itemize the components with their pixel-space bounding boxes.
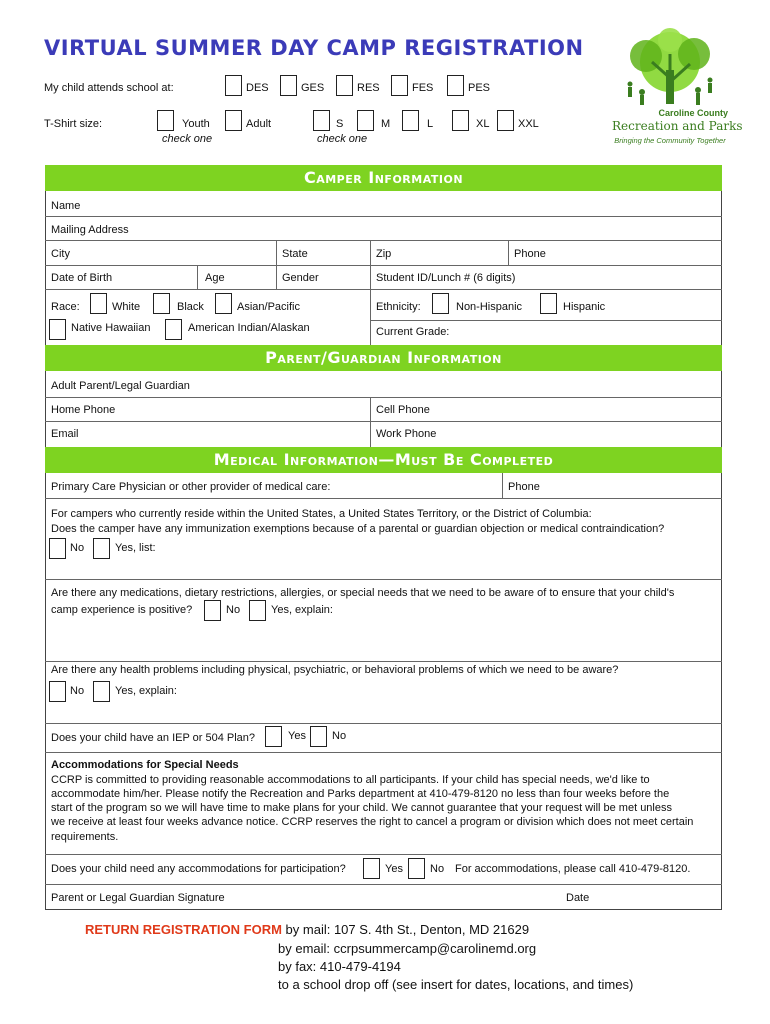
checkbox-size-l[interactable]	[402, 110, 419, 131]
checkbox-health-no[interactable]	[49, 681, 66, 702]
tshirt-option-youth: Youth	[182, 118, 210, 130]
checkbox-ethnicity-non-hispanic[interactable]	[432, 293, 449, 314]
accommodations-line3: start of the program so we will have time to make plans for your child. We cannot guarantee that your request will be met unless	[51, 802, 672, 814]
school-option-des: DES	[246, 82, 269, 94]
iep-yes-label: Yes	[288, 730, 306, 742]
current-grade-label: Current Grade:	[376, 326, 450, 338]
divider	[370, 240, 371, 345]
divider	[502, 473, 503, 498]
camper-zip-label: Zip	[376, 248, 392, 260]
camper-state-label: State	[282, 248, 308, 260]
logo-tagline: Bringing the Community Together	[614, 136, 726, 145]
size-option-m: M	[381, 118, 391, 130]
checkbox-size-xl[interactable]	[452, 110, 469, 131]
camper-dob-label: Date of Birth	[51, 272, 113, 284]
checkbox-health-yes[interactable]	[93, 681, 110, 702]
divider	[45, 240, 722, 241]
camper-mailing-label: Mailing Address	[51, 224, 129, 236]
size-option-s: S	[336, 118, 344, 130]
logo-line1: Caroline County	[658, 108, 728, 118]
checkbox-accommodations-yes[interactable]	[363, 858, 380, 879]
signature-label: Parent or Legal Guardian Signature	[51, 892, 225, 904]
checkbox-accommodations-no[interactable]	[408, 858, 425, 879]
divider	[45, 579, 722, 580]
camper-info-header: Camper Information	[45, 165, 722, 191]
accommodations-line1: CCRP is committed to providing reasonable accommodations to all participants. If your child has special needs, we'd like to	[51, 774, 650, 786]
school-option-res: RES	[357, 82, 380, 94]
health-no-label: No	[70, 685, 85, 697]
email-label: Email	[51, 428, 79, 440]
accommodations-no-label: No	[430, 863, 445, 875]
iep-no-label: No	[332, 730, 347, 742]
divider	[45, 265, 722, 266]
return-label: RETURN REGISTRATION FORM	[85, 922, 282, 937]
checkbox-race-american-indian[interactable]	[165, 319, 182, 340]
divider	[45, 421, 722, 422]
race-option-black: Black	[177, 301, 204, 313]
checkbox-school-res[interactable]	[336, 75, 353, 96]
tshirt-size-hint: check one	[317, 133, 368, 145]
divider	[45, 216, 722, 217]
school-option-pes: PES	[468, 82, 491, 94]
race-option-asian: Asian/Pacific	[237, 301, 300, 313]
work-phone-label: Work Phone	[376, 428, 437, 440]
camper-gender-label: Gender	[282, 272, 319, 284]
physician-label: Primary Care Physician or other provider of medical care:	[51, 481, 331, 493]
race-option-american-indian: American Indian/Alaskan	[188, 322, 310, 334]
caroline-county-logo	[612, 26, 743, 148]
medical-info-header: Medical Information—Must Be Completed	[45, 447, 722, 473]
checkbox-tshirt-youth[interactable]	[157, 110, 174, 131]
tshirt-option-adult: Adult	[246, 118, 272, 130]
camper-phone-label: Phone	[514, 248, 546, 260]
checkbox-school-pes[interactable]	[447, 75, 464, 96]
accommodations-line2: accommodate him/her. Please notify the Recreation and Parks department at 410-479-8120 no less than four weeks before the	[51, 788, 670, 800]
return-mail-text: by mail: 107 S. 4th St., Denton, MD 21629	[285, 922, 530, 937]
divider	[370, 397, 371, 447]
medications-no-label: No	[226, 604, 241, 616]
checkbox-medications-no[interactable]	[204, 600, 221, 621]
page-title: VIRTUAL SUMMER DAY CAMP REGISTRATION	[44, 36, 584, 60]
immunization-line2: Does the camper have any immunization exemptions because of a parental or guardian objection or medical contraindication?	[51, 523, 665, 535]
camper-city-label: City	[51, 248, 70, 260]
health-problems-question: Are there any health problems including physical, psychiatric, or behavioral problems of which we need to be aware?	[51, 664, 619, 676]
checkbox-school-fes[interactable]	[391, 75, 408, 96]
health-yes-label: Yes, explain:	[115, 685, 177, 697]
checkbox-tshirt-adult[interactable]	[225, 110, 242, 131]
checkbox-size-m[interactable]	[357, 110, 374, 131]
divider	[45, 723, 722, 724]
checkbox-size-xxl[interactable]	[497, 110, 514, 131]
race-option-native-hawaiian: Native Hawaiian	[71, 322, 151, 334]
checkbox-iep-yes[interactable]	[265, 726, 282, 747]
checkbox-race-asian[interactable]	[215, 293, 232, 314]
divider	[197, 265, 198, 289]
guardian-label: Adult Parent/Legal Guardian	[51, 380, 190, 392]
accommodations-line5: requirements.	[51, 831, 119, 843]
immunization-no-label: No	[70, 542, 85, 554]
checkbox-race-white[interactable]	[90, 293, 107, 314]
accommodations-title: Accommodations for Special Needs	[51, 759, 239, 771]
medications-yes-label: Yes, explain:	[271, 604, 333, 616]
logo-line2: Recreation and Parks	[612, 119, 743, 133]
checkbox-race-black[interactable]	[153, 293, 170, 314]
tshirt-type-hint: check one	[162, 133, 213, 145]
divider	[370, 320, 722, 321]
checkbox-iep-no[interactable]	[310, 726, 327, 747]
accommodations-line4: we receive at least four weeks advance notice. CCRP reserves the right to cancel a program or division which does not meet certain	[51, 816, 694, 828]
race-option-white: White	[112, 301, 141, 313]
divider	[45, 498, 722, 499]
divider	[276, 240, 277, 289]
size-option-l: L	[427, 118, 434, 130]
checkbox-immunization-no[interactable]	[49, 538, 66, 559]
checkbox-immunization-yes[interactable]	[93, 538, 110, 559]
checkbox-size-s[interactable]	[313, 110, 330, 131]
school-option-fes: FES	[412, 82, 434, 94]
medications-line1: Are there any medications, dietary restrictions, allergies, or special needs that we need to be aware of to ensure that your child's	[51, 587, 675, 599]
size-option-xxl: XXL	[518, 118, 539, 130]
immunization-yes-label: Yes, list:	[115, 542, 156, 554]
physician-phone-label: Phone	[508, 481, 540, 493]
immunization-line1: For campers who currently reside within the United States, a United States Territory, or the District of Columbia:	[51, 508, 592, 520]
divider	[45, 289, 722, 290]
return-mail-line	[85, 921, 529, 938]
ethnicity-option-non-hispanic: Non-Hispanic	[456, 301, 523, 313]
divider	[45, 752, 722, 753]
date-label: Date	[566, 892, 590, 904]
iep-question: Does your child have an IEP or 504 Plan?	[51, 732, 256, 744]
checkbox-ethnicity-hispanic[interactable]	[540, 293, 557, 314]
medications-line2: camp experience is positive?	[51, 604, 193, 616]
camper-name-label: Name	[51, 200, 81, 212]
parent-info-header: Parent/Guardian Information	[45, 345, 722, 371]
cell-phone-label: Cell Phone	[376, 404, 430, 416]
checkbox-race-native-hawaiian[interactable]	[49, 319, 66, 340]
ethnicity-option-hispanic: Hispanic	[563, 301, 606, 313]
return-dropoff-text: to a school drop off (see insert for dates, locations, and times)	[278, 977, 634, 992]
divider	[45, 854, 722, 855]
checkbox-school-ges[interactable]	[280, 75, 297, 96]
school-label: My child attends school at:	[44, 82, 174, 94]
return-fax-text: by fax: 410-479-4194	[278, 959, 401, 974]
accommodations-question: Does your child need any accommodations for participation?	[51, 863, 346, 875]
return-email-text: by email: ccrpsummercamp@carolinemd.org	[278, 941, 537, 956]
divider	[45, 884, 722, 885]
home-phone-label: Home Phone	[51, 404, 116, 416]
tshirt-label: T-Shirt size:	[44, 118, 103, 130]
divider	[45, 661, 722, 662]
accommodations-yes-label: Yes	[385, 863, 403, 875]
school-option-ges: GES	[301, 82, 325, 94]
checkbox-school-des[interactable]	[225, 75, 242, 96]
divider	[508, 240, 509, 265]
size-option-xl: XL	[476, 118, 490, 130]
camper-age-label: Age	[205, 272, 225, 284]
race-label: Race:	[51, 301, 80, 313]
ethnicity-label: Ethnicity:	[376, 301, 421, 313]
accommodations-call-text: For accommodations, please call 410-479-8120.	[455, 863, 691, 875]
divider	[45, 397, 722, 398]
checkbox-medications-yes[interactable]	[249, 600, 266, 621]
camper-student-id-label: Student ID/Lunch # (6 digits)	[376, 272, 516, 284]
